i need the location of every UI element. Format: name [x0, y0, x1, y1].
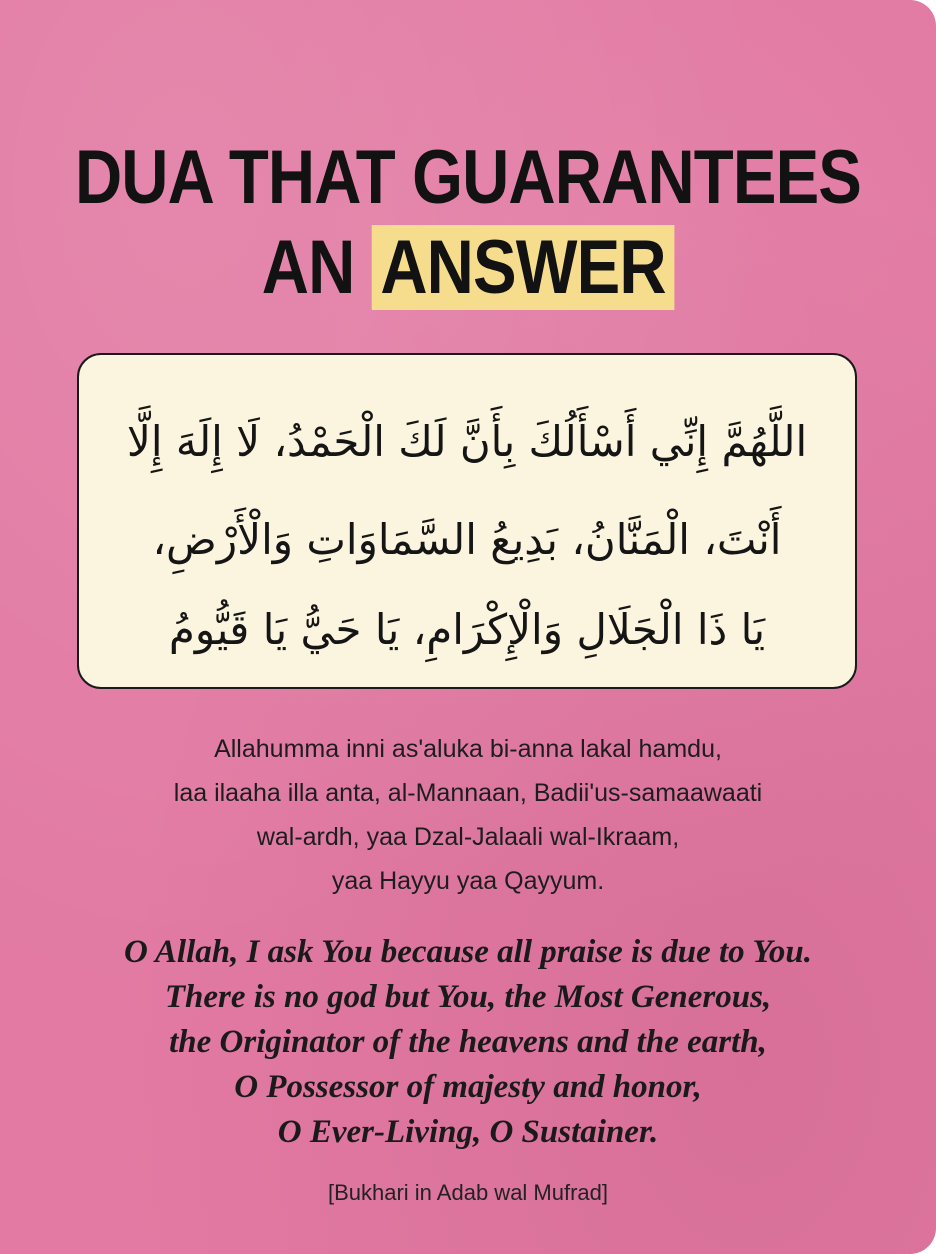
translation-line-3: the Originator of the heavens and the earth,	[169, 1024, 767, 1060]
transliteration-line-3: wal-ardh, yaa Dzal-Jalaali wal-Ikraam,	[256, 823, 680, 851]
arabic-text-box	[77, 353, 857, 689]
arabic-line-3: يَا ذَا الْجَلَالِ وَالْإِكْرَامِ، يَا حَيُّ يَا قَيُّومُ	[168, 605, 766, 654]
translation-line-1: O Allah, I ask You because all praise is due to You.	[124, 934, 812, 970]
translation-line-5: O Ever-Living, O Sustainer.	[277, 1114, 659, 1150]
transliteration-line-1: Allahumma inni as'aluka bi-anna lakal hamdu,	[214, 735, 722, 763]
title-prefix: AN	[261, 225, 355, 310]
translation-line-2: There is no god but You, the Most Generous,	[164, 979, 772, 1015]
transliteration-line-4: yaa Hayyu yaa Qayyum.	[331, 867, 605, 895]
title-line-1: DUA THAT GUARANTEES	[74, 135, 862, 220]
arabic-line-2: أَنْتَ، الْمَنَّانُ، بَدِيعُ السَّمَاوَاتِ وَالْأَرْضِ،	[152, 515, 782, 564]
source-citation: [Bukhari in Adab wal Mufrad]	[327, 1180, 609, 1205]
arabic-line-1: اللَّهُمَّ إِنِّي أَسْأَلُكَ بِأَنَّ لَكَ الْحَمْدُ، لَا إِلَهَ إِلَّا	[126, 417, 808, 466]
title-highlight: ANSWER	[372, 225, 675, 310]
translation-line-4: O Possessor of majesty and honor,	[234, 1069, 702, 1105]
transliteration-line-2: laa ilaaha illa anta, al-Mannaan, Badii'us-samaawaati	[173, 779, 763, 807]
title-line-2	[66, 225, 871, 310]
